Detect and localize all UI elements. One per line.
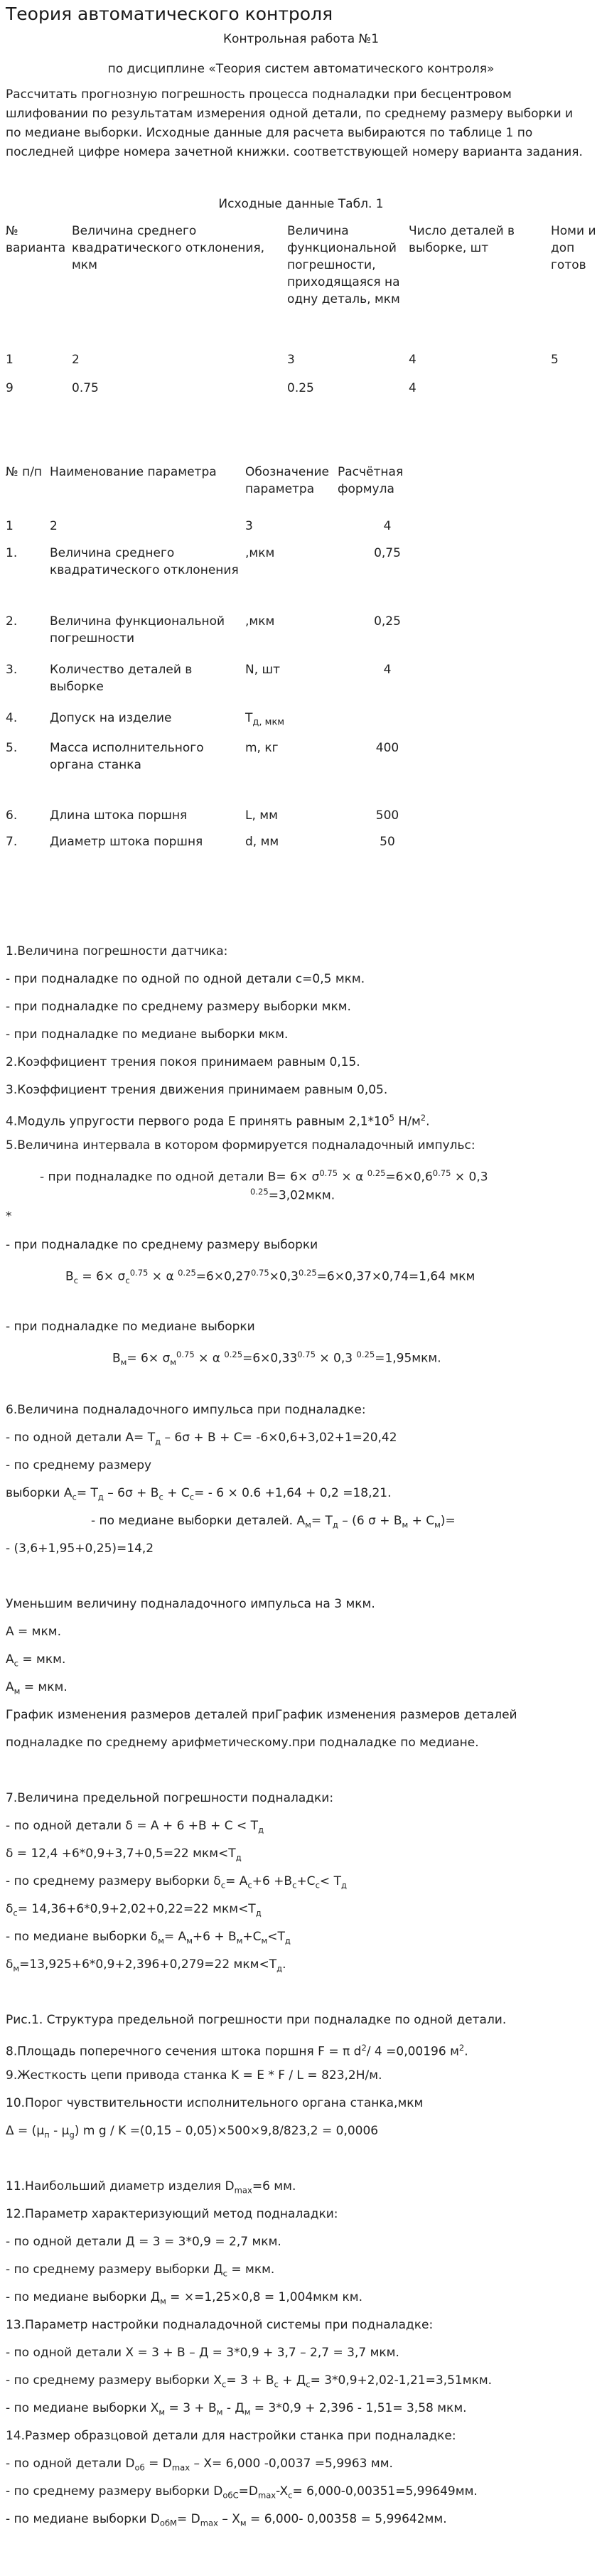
header-line-2: по дисциплине «Теория систем автоматического контроля» (107, 62, 495, 76)
text-line: - по среднему размеру (6, 1458, 152, 1473)
table2-row-number: 7. (6, 835, 18, 849)
table2-row-name: Количество деталей в выборке (50, 663, 193, 694)
asterisk-mark: * (6, 1209, 12, 1224)
section-6-title: 6.Величина подналадочного импульса при подналадке: (6, 1403, 366, 1417)
text-line: $A_м$ = мкм. (6, 1680, 68, 1696)
formula-line: $B_c = 6\times \sigma_с^{0.75} \times \alpha$ $^{0.25}=6\times 0,27^{0.75}\times 0,3^{0.25}=6\times 0,37\times 0,74=1,64$ мкм (65, 1268, 475, 1286)
table1-cell: 4 (409, 353, 416, 367)
table2-number-cell: 1 (6, 519, 14, 533)
table2-row-name: Длина штока поршня (50, 808, 188, 823)
table2-row-value: 0,25 (374, 614, 401, 629)
table2-row-symbol: $Т_{д, мкм}$ (245, 711, 285, 728)
header-line-1: Контрольная работа №1 (222, 32, 380, 46)
text-line: - при подналадке по медиане выборки (6, 1320, 255, 1334)
page-title: Теория автоматического контроля (6, 4, 333, 24)
table2-row-number: 3. (6, 663, 18, 677)
figure-caption: Рис.1. Структура предельной погрешности при подналадке по одной детали. (6, 2013, 507, 2027)
table2-row-value: 50 (380, 835, 395, 849)
formula-line: $\delta_м=13,925+6*0,9+2,396+0,279=22$ $мкм<T_д$. (6, 1957, 286, 1974)
section-4: 4.Модуль упругости первого рода Е принять равным $2,1*10^5$ $Н/м^2$. (6, 1113, 430, 1129)
intro-paragraph: Рассчитать прогнозную погрешность процесса подналадки при бесцентровом шлифовании по результатам измерения одной детали, по среднему размеру выборки и по медиане выборки. Исходные данные для расчета выбираются по таблице 1 по последней цифре номера зачетной книжки. соответствующей номеру варианта задания. (6, 87, 583, 159)
table2-number-cell: 2 (50, 519, 58, 533)
text-line: $A_с$ = мкм. (6, 1652, 66, 1669)
formula-line: - по одной детали X = 3 + B – Д = 3*0,9 + 3,7 – 2,7 = 3,7 мкм. (6, 2346, 399, 2360)
formula-line: - по медиане выборки $D_{обМ}= D_{max} - X_м = 6,000-$ 0,00358 = 5,99642мм. (6, 2512, 447, 2528)
table2-row-value: 400 (375, 741, 399, 755)
table1-caption: Исходные данные Табл. 1 (218, 197, 384, 211)
section-8: 8.Площадь поперечного сечения штока поршня F = π $d^2/$ 4 =0,00196 $м^2$. (6, 2043, 468, 2059)
table2-row-value: 0,75 (374, 546, 401, 560)
section-2: 2.Коэффициент трения покоя принимаем равным 0,15. (6, 1055, 360, 1069)
table1-header-cell: № варианта (6, 224, 66, 255)
table2-number-cell: 4 (383, 519, 392, 533)
table2-row-number: 4. (6, 711, 18, 725)
graph-caption: подналадке по среднему арифметическому.при подналадке по медиане. (6, 1736, 479, 1750)
table2-row-name: Допуск на изделие (50, 711, 172, 725)
text-line: - при подналадке по среднему размеру выборки (6, 1238, 318, 1252)
table2-row-name: Масса исполнительного органа станка (50, 741, 204, 772)
table2-row-value: 500 (375, 808, 399, 823)
table2-row-symbol: L, мм (245, 808, 278, 823)
table1-cell: 4 (409, 381, 416, 395)
table2-row-number: 1. (6, 546, 18, 560)
table2-header-cell: Наименование параметра (50, 465, 217, 479)
formula-line: $^{0.25}$=3,02мкм. (250, 1187, 335, 1203)
formula-line: - по одной детали $D_{об} = D_{max} - X= 6,000$ -0,0037 =5,9963 мм. (6, 2457, 393, 2473)
table2-row-number: 2. (6, 614, 18, 629)
table2-row-number: 5. (6, 741, 18, 755)
section-5-title: 5.Величина интервала в котором формируется подналадочный импульс: (6, 1138, 475, 1153)
formula-line: - по медиане выборки деталей. $A_м= T_д - (6$ $\sigma + B_м + C_м)=$ (91, 1514, 456, 1530)
table2-header-cell: Обозначение параметра (245, 465, 329, 496)
formula-line: $\delta_с= 14,36+6*0,9+2,02+0,22=22$ $мкм<T_д$ (6, 1902, 262, 1918)
formula-line: - по одной детали $\delta = A + 6 +B + C < T_д$ (6, 1819, 264, 1835)
text-line: - при подналадке по среднему размеру выборки мкм. (6, 1000, 351, 1014)
formula-line: - (3,6+1,95+0,25)=14,2 (6, 1541, 154, 1556)
text-line: - при подналадке по медиане выборки мкм. (6, 1027, 289, 1042)
table1-cell: 9 (6, 381, 14, 395)
table1-header-cell: Величина среднего квадратического отклонения, мкм (72, 224, 265, 272)
formula-line: - по среднему размеру выборки $D_{обС}=D_{max}-X_с= 6,000-0,00351=5,99649мм$. (6, 2484, 478, 2501)
table2-row-symbol: m, кг (245, 741, 279, 755)
graph-caption: График изменения размеров деталей приГрафик изменения размеров деталей (6, 1708, 517, 1722)
table2-row-symbol: ,мкм (245, 614, 275, 629)
table1-cell: 2 (72, 353, 80, 367)
table2-row-name: Величина функциональной погрешности (50, 614, 225, 646)
formula-line: - по медиане выборки $X_м = 3 + B_м - Д_м = 3*0,9 + 2,396 - 1,51= 3,58$ мкм. (6, 2401, 467, 2417)
formula-line: - по одной детали $A= T_д - 6\sigma + B + C= -6\times 0,6+3,02+1=20,42$ (6, 1431, 397, 1447)
table2-header-cell: № п/п (6, 465, 43, 479)
table1-cell: 5 (551, 353, 559, 367)
section-12-title: 12.Параметр характеризующий метод подналадки: (6, 2207, 338, 2221)
table1-cell: 3 (287, 353, 295, 367)
table2-row-symbol: d, мм (245, 835, 279, 849)
section-7-title: 7.Величина предельной погрешности подналадки: (6, 1791, 334, 1805)
text-line: - при подналадке по одной по одной детали c=0,5 мкм. (6, 972, 365, 986)
text-line: A = мкм. (6, 1625, 62, 1639)
formula-line: - по медиане выборки $Д_м = \times=1,25\times 0,8 = 1,004мкм$ км. (6, 2290, 362, 2307)
formula-line: - по среднему размеру выборки $Д_с$ = мкм. (6, 2262, 275, 2279)
section-14-title: 14.Размер образцовой детали для настройки станка при подналадке: (6, 2429, 456, 2443)
section-10: 10.Порог чувствительности исполнительного органа станка,мкм (6, 2096, 424, 2110)
formula-line: $\Delta = (\mu_п - \mu_g)$ m g / K =(0,15 – 0,05)×500×9,8/823,2 = 0,0006 (6, 2124, 379, 2140)
table1-cell: 0.75 (72, 381, 99, 395)
table2-row-name: Диаметр штока поршня (50, 835, 203, 849)
table2-row-symbol: N, шт (245, 663, 280, 677)
table1-header-cell: Число деталей в выборке, шт (409, 224, 515, 255)
formula-line: - по одной детали Д = 3 = 3*0,9 = 2,7 мкм. (6, 2235, 281, 2249)
table1-header-cell: Номи и доп готов (551, 224, 596, 272)
formula-line: $B_м= 6\times \sigma_м^{0.75} \times \alpha$ $^{0.25}=6\times 0,33^{0.75} \times 0,3$ $^{0.25}$=1,95мкм. (112, 1350, 441, 1368)
formula-line: δ = 12,4 +6*0,9+3,7+0,5=22 $мкм<T_д$ (6, 1847, 242, 1863)
table2-row-number: 6. (6, 808, 18, 823)
table1-cell: 0.25 (287, 381, 314, 395)
formula-line: - по среднему размеру выборки $\delta_с= A_с+6 +B_с+C_с< T_д$ (6, 1874, 347, 1891)
section-3: 3.Коэффициент трения движения принимаем равным 0,05. (6, 1083, 388, 1097)
table1-header-cell: Величина функциональной погрешности, приходящаяся на одну деталь, мкм (287, 224, 400, 306)
table2-row-symbol: ,мкм (245, 546, 275, 560)
table2-row-value: 4 (383, 663, 392, 677)
formula-line: - по среднему размеру выборки $X_с= 3 + B_с + Д_с= 3*0,9+2,02-1,21=3,51мкм$. (6, 2373, 493, 2390)
table2-header-cell: Расчётная формула (338, 465, 404, 496)
table2-number-cell: 3 (245, 519, 253, 533)
table1-cell: 1 (6, 353, 14, 367)
table2-row-name: Величина среднего квадратического отклонения (50, 546, 239, 577)
formula-line: - по медиане выборки $\delta_м= A_м+6 + B_м+C_м<T_д$ (6, 1930, 291, 1946)
section-9: 9.Жесткость цепи привода станка K = E * F / L = 823,2Н/м. (6, 2068, 382, 2083)
section-11: 11.Наибольший диаметр изделия $D_{max}=6$ мм. (6, 2179, 296, 2196)
formula-line: выборки $A_с= T_д - 6\sigma + B_с + C_с= - 6 \times 0.6 +1,64 + 0,2 =18,21$. (6, 1486, 392, 1502)
formula-line: - при подналадке по одной детали $B= 6\times \sigma^{0.75} \times \alpha$ $^{0.25}=6\times 0,6^{0.75} \times 0,3$ (40, 1168, 488, 1185)
section-13-title: 13.Параметр настройки подналадочной системы при подналадке: (6, 2318, 434, 2332)
text-line: Уменьшим величину подналадочного импульса на 3 мкм. (6, 1597, 375, 1611)
section-1-title: 1.Величина погрешности датчика: (6, 944, 228, 958)
